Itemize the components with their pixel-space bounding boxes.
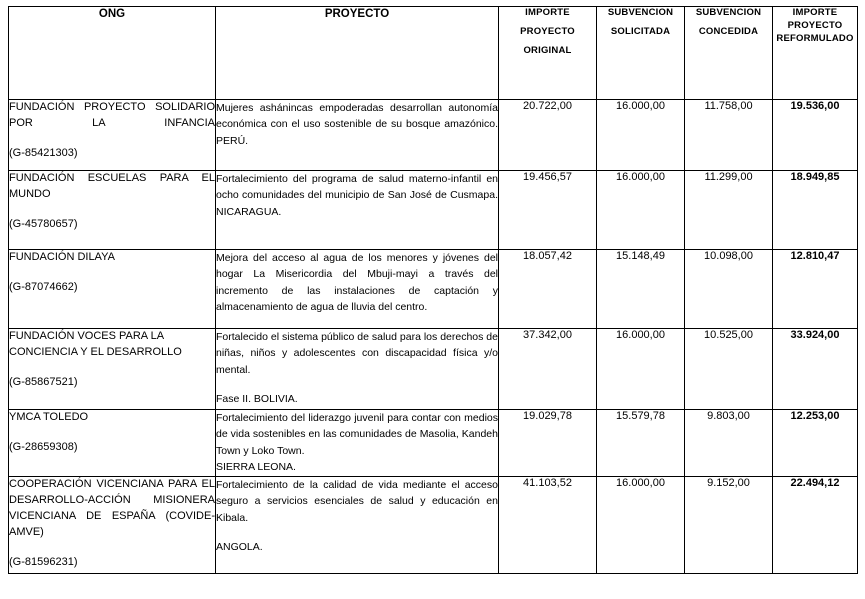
column-header-ong [9, 7, 216, 100]
project-paragraph: Fortalecimiento del programa de salud materno-infantil en ocho comunidades del municipio de San José de Cusmapa. NICARAGUA. [216, 173, 498, 218]
ong-code: (G-85421303) [9, 146, 78, 159]
cell-subvencion-concedida: 11.299,00 [685, 171, 773, 250]
table-header-row [9, 7, 858, 100]
column-header-subvencion-solicitada [597, 7, 685, 100]
cell-importe-reformulado: 22.494,12 [773, 477, 858, 574]
column-header-subvencion-solicitada-line2: SOLICITADA [610, 25, 671, 37]
column-header-importe-reformulado-line3: REFORMULADO [776, 32, 854, 44]
cell-ong [9, 410, 216, 477]
cell-subvencion-solicitada: 15.579,78 [597, 410, 685, 477]
cell-subvencion-solicitada: 16.000,00 [597, 100, 685, 171]
cell-proyecto [216, 329, 499, 410]
table-row [9, 477, 858, 574]
cell-importe-original: 37.342,00 [499, 329, 597, 410]
column-header-subvencion-concedida [685, 7, 773, 100]
ong-name: COOPERACIÓN VICENCIANA PARA EL DESARROLLO-ACCIÓN MISIONERA VICENCIANA DE ESPAÑA (COVIDE-AMVE) [9, 478, 215, 538]
grants-table [8, 6, 858, 574]
project-paragraph: Fortalecimiento de la calidad de vida mediante el acceso seguro a servicios esenciales de salud y educación en Kibala. [216, 479, 498, 524]
column-header-subvencion-concedida-line1: SUBVENCION [695, 7, 762, 18]
cell-proyecto [216, 171, 499, 250]
table-row [9, 100, 858, 171]
cell-proyecto [216, 410, 499, 477]
table-row [9, 329, 858, 410]
cell-subvencion-concedida: 10.525,00 [685, 329, 773, 410]
project-paragraph-secondary: SIERRA LEONA. [216, 460, 296, 473]
cell-subvencion-concedida: 11.758,00 [685, 100, 773, 171]
column-header-importe-reformulado-line1: IMPORTE [792, 7, 838, 18]
cell-importe-reformulado: 33.924,00 [773, 329, 858, 410]
cell-subvencion-concedida: 9.152,00 [685, 477, 773, 574]
cell-importe-reformulado: 19.536,00 [773, 100, 858, 171]
cell-proyecto [216, 477, 499, 574]
column-header-ong-label: ONG [98, 8, 126, 20]
column-header-importe-original-line2: PROYECTO [520, 25, 575, 37]
ong-name: FUNDACIÓN VOCES PARA LA CONCIENCIA Y EL DESARROLLO [9, 330, 182, 358]
ong-code: (G-28659308) [9, 440, 78, 453]
table-body [9, 100, 858, 574]
ong-name: FUNDACIÓN DILAYA [9, 251, 115, 263]
cell-importe-original: 18.057,42 [499, 250, 597, 329]
project-paragraph: Mujeres ashánincas empoderadas desarrollan autonomía económica con el uso sostenible de su bosque amazónico. PERÚ. [216, 102, 498, 147]
cell-importe-original: 20.722,00 [499, 100, 597, 171]
ong-name: FUNDACIÓN PROYECTO SOLIDARIO POR LA INFANCIA [9, 101, 215, 129]
cell-subvencion-solicitada: 15.148,49 [597, 250, 685, 329]
column-header-importe-reformulado-line2: PROYECTO [787, 19, 843, 31]
cell-importe-original: 41.103,52 [499, 477, 597, 574]
column-header-importe-original [499, 7, 597, 100]
ong-code: (G-81596231) [9, 555, 78, 568]
table-row [9, 250, 858, 329]
project-paragraph: Fortalecido el sistema público de salud para los derechos de niñas, niños y adolescentes con discapacidad física y/o mental. [216, 331, 498, 376]
project-paragraph-secondary: ANGOLA. [216, 540, 263, 553]
cell-proyecto [216, 250, 499, 329]
ong-name: FUNDACIÓN ESCUELAS PARA EL MUNDO [9, 172, 215, 200]
cell-importe-original: 19.029,78 [499, 410, 597, 477]
project-paragraph: Fortalecimiento del liderazgo juvenil para contar con medios de vida sostenibles en las comunidades de Masolia, Kandeh Town y Loko Town. [216, 412, 498, 457]
project-paragraph: Mejora del acceso al agua de los menores y jóvenes del hogar La Misericordia del Mbuji-mayi a través del incremento de las instalaciones de captación y almacenamiento de agua de lluvia del centro. [216, 252, 498, 313]
cell-importe-reformulado: 18.949,85 [773, 171, 858, 250]
ong-code: (G-45780657) [9, 217, 78, 230]
cell-proyecto [216, 100, 499, 171]
cell-subvencion-solicitada: 16.000,00 [597, 329, 685, 410]
table-row [9, 171, 858, 250]
cell-subvencion-concedida: 10.098,00 [685, 250, 773, 329]
table-header [9, 7, 858, 100]
cell-ong [9, 250, 216, 329]
column-header-importe-reformulado [773, 7, 858, 100]
cell-ong [9, 477, 216, 574]
cell-importe-reformulado: 12.253,00 [773, 410, 858, 477]
project-paragraph-secondary: Fase II. BOLIVIA. [216, 392, 298, 405]
column-header-proyecto [216, 7, 499, 100]
table-row [9, 410, 858, 477]
column-header-subvencion-solicitada-line1: SUBVENCION [607, 7, 674, 18]
cell-importe-reformulado: 12.810,47 [773, 250, 858, 329]
cell-subvencion-concedida: 9.803,00 [685, 410, 773, 477]
column-header-proyecto-label: PROYECTO [324, 8, 390, 20]
ong-code: (G-85867521) [9, 375, 78, 388]
column-header-importe-original-line1: IMPORTE [525, 7, 570, 18]
cell-ong [9, 329, 216, 410]
cell-importe-original: 19.456,57 [499, 171, 597, 250]
column-header-importe-original-line3: ORIGINAL [523, 44, 572, 56]
cell-ong [9, 100, 216, 171]
ong-name: YMCA TOLEDO [9, 411, 89, 423]
cell-subvencion-solicitada: 16.000,00 [597, 477, 685, 574]
column-header-subvencion-concedida-line2: CONCEDIDA [698, 25, 759, 37]
ong-code: (G-87074662) [9, 280, 78, 293]
cell-ong [9, 171, 216, 250]
cell-subvencion-solicitada: 16.000,00 [597, 171, 685, 250]
